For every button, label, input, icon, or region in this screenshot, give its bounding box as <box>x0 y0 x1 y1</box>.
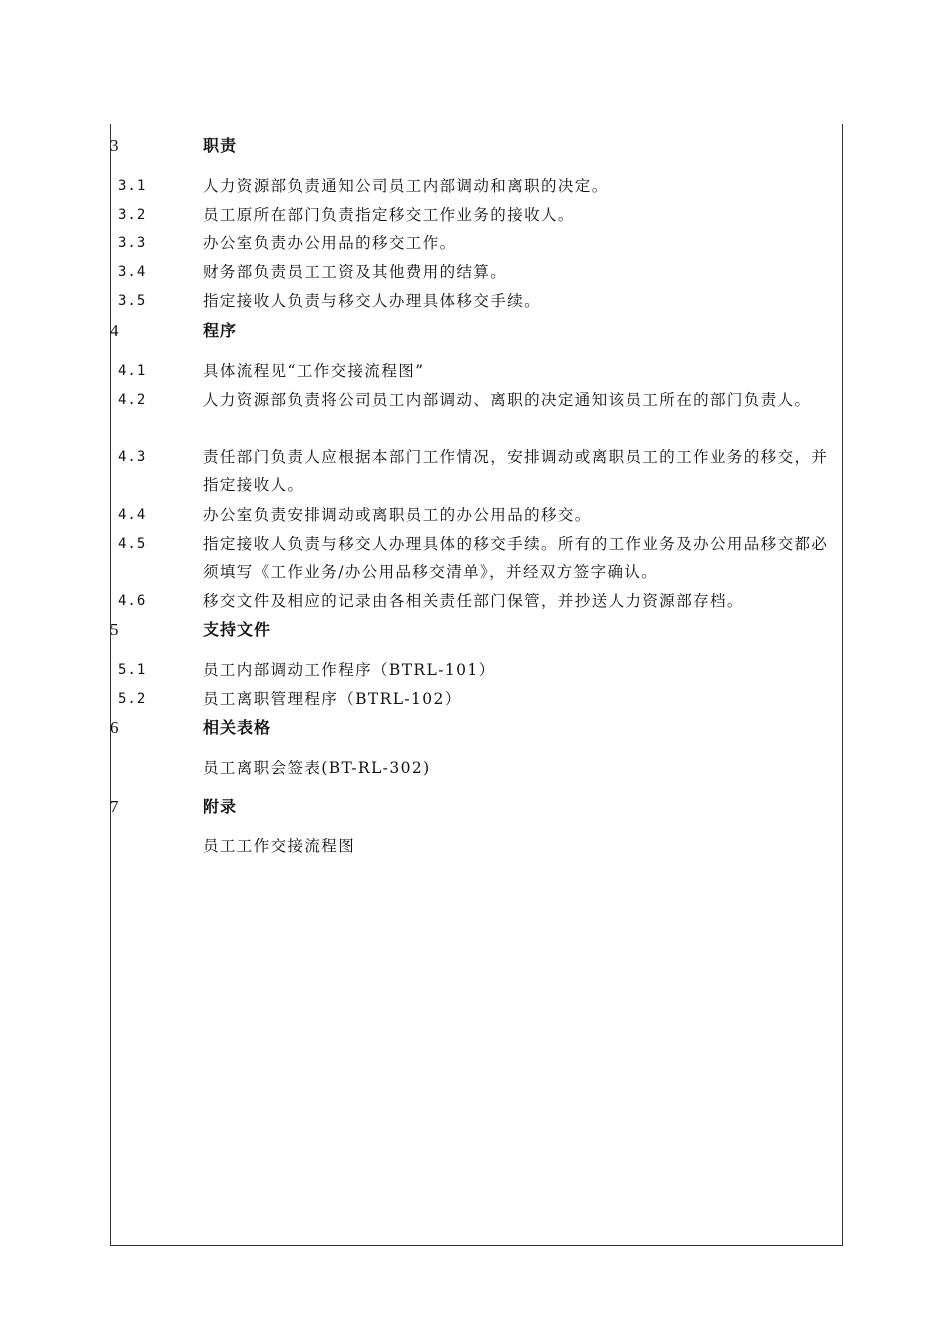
item-3-4-number: 3.4 <box>118 264 147 280</box>
item-4-2-number: 4.2 <box>118 392 147 408</box>
section-7-title: 附录 <box>203 797 238 816</box>
section-3-number: 3 <box>110 136 119 155</box>
item-3-3-number: 3.3 <box>118 235 147 251</box>
item-4-5-number: 4.5 <box>118 536 147 552</box>
section-6-number: 6 <box>110 718 119 737</box>
section-5-title: 支持文件 <box>203 620 272 639</box>
appendix-text: 员工工作交接流程图 <box>203 837 356 855</box>
item-3-5-text: 指定接收人负责与移交人办理具体移交手续。 <box>203 292 542 310</box>
item-4-4-text: 办公室负责安排调动或离职员工的办公用品的移交。 <box>203 506 592 524</box>
item-4-1-text: 具体流程见“工作交接流程图” <box>203 362 425 380</box>
item-4-3-text: 责任部门负责人应根据本部门工作情况，安排调动或离职员工的工作业务的移交，并指定接收人。 <box>203 448 829 494</box>
item-4-6-text: 移交文件及相应的记录由各相关责任部门保管，并抄送人力资源部存档。 <box>203 592 744 610</box>
item-5-2-text: 员工离职管理程序（BTRL-102） <box>203 690 462 708</box>
section-4-number: 4 <box>110 321 119 340</box>
item-3-3-text: 办公室负责办公用品的移交工作。 <box>203 234 457 252</box>
item-4-6-number: 4.6 <box>118 593 147 609</box>
item-4-5-text: 指定接收人负责与移交人办理具体的移交手续。所有的工作业务及办公用品移交都必须填写《工作业务/办公用品移交清单》，并经双方签字确认。 <box>203 535 829 581</box>
section-6-title: 相关表格 <box>203 718 272 737</box>
item-3-4-text: 财务部负责员工工资及其他费用的结算。 <box>203 263 508 281</box>
item-3-2-number: 3.2 <box>118 207 147 223</box>
item-4-4-number: 4.4 <box>118 507 147 523</box>
item-4-1-number: 4.1 <box>118 363 147 379</box>
item-5-2-number: 5.2 <box>118 691 147 707</box>
item-5-1-text: 员工内部调动工作程序（BTRL-101） <box>203 661 496 679</box>
item-3-5-number: 3.5 <box>118 293 147 309</box>
item-4-2-text: 人力资源部负责将公司员工内部调动、离职的决定通知该员工所在的部门负责人。 <box>203 391 812 409</box>
section-3-title: 职责 <box>203 136 238 155</box>
item-5-1-number: 5.1 <box>118 662 147 678</box>
item-4-3-number: 4.3 <box>118 449 147 465</box>
item-3-1-text: 人力资源部负责通知公司员工内部调动和离职的决定。 <box>203 177 609 195</box>
item-3-1-number: 3.1 <box>118 178 147 194</box>
section-7-number: 7 <box>110 797 119 816</box>
related-form-text: 员工离职会签表(BT-RL-302) <box>203 759 431 777</box>
section-4-title: 程序 <box>203 321 238 340</box>
item-3-2-text: 员工原所在部门负责指定移交工作业务的接收人。 <box>203 206 575 224</box>
section-5-number: 5 <box>110 620 119 639</box>
